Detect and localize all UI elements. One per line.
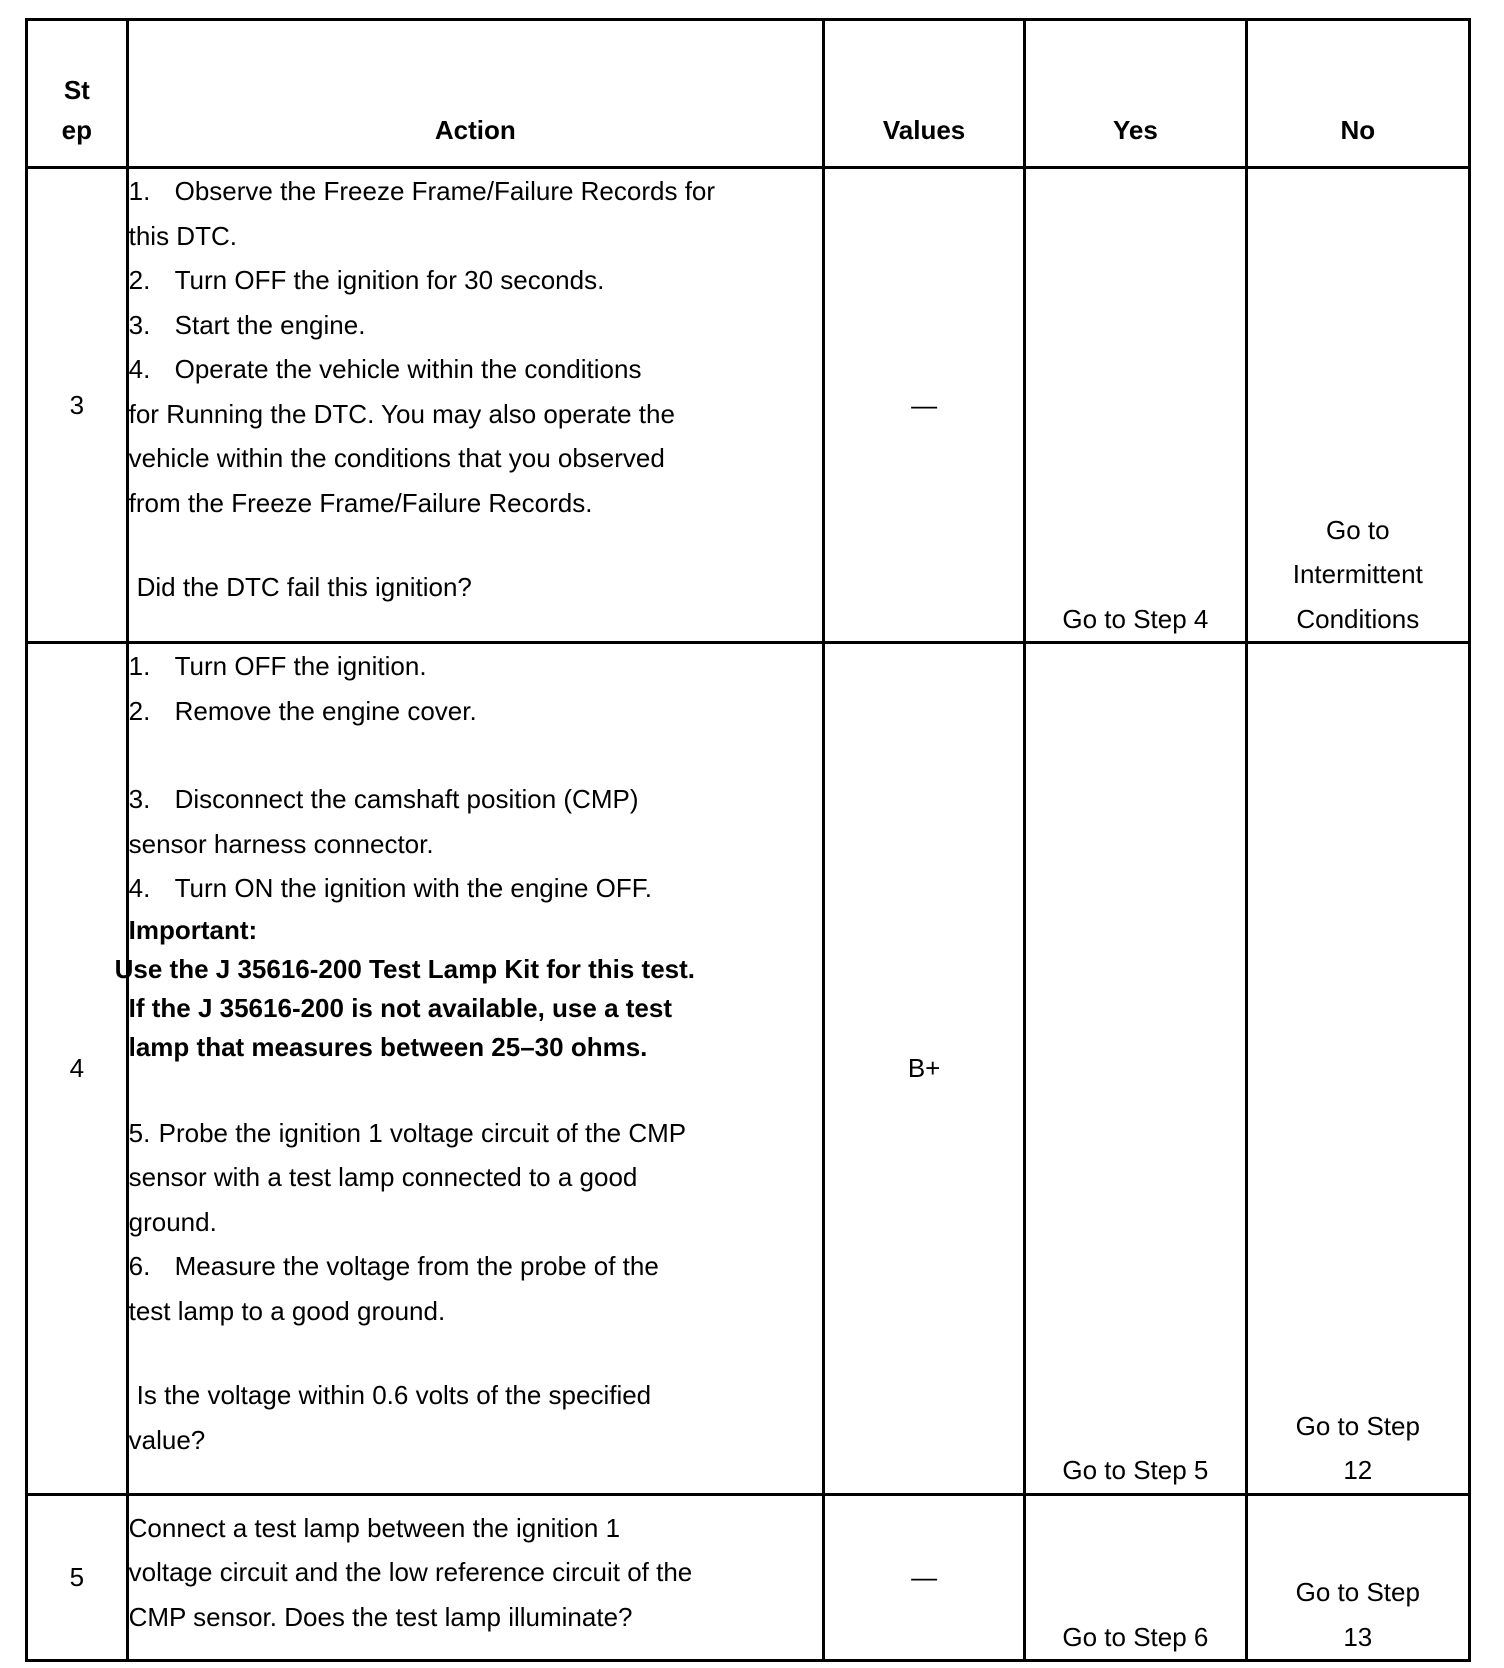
header-no: No xyxy=(1246,20,1469,168)
table-row xyxy=(27,168,1470,643)
no-cell: Go to Step 12 xyxy=(1246,643,1469,1495)
header-row xyxy=(27,20,1470,168)
step-number: 5 xyxy=(27,1494,128,1660)
important-note: Important: Use the J 35616-200 Test Lamp Kit for this test. If the J 35616-200 is not available, use a test lamp that measures between 25–30 ohms. xyxy=(114,914,696,1062)
table-row xyxy=(27,1494,1470,1660)
question-text: Did the DTC fail this ignition? xyxy=(136,572,472,603)
header-action: Action xyxy=(127,20,823,168)
step-number: 3 xyxy=(27,168,128,643)
yes-cell: Go to Step 4 xyxy=(1025,168,1246,643)
no-cell: Go to Step 13 xyxy=(1246,1494,1469,1660)
yes-cell: Go to Step 6 xyxy=(1025,1494,1246,1660)
values-cell: B+ xyxy=(823,643,1024,1495)
header-values: Values xyxy=(823,20,1024,168)
header-yes: Yes xyxy=(1025,20,1246,168)
yes-cell: Go to Step 5 xyxy=(1025,643,1246,1495)
diagnostic-table xyxy=(25,18,1471,1662)
action-cell: 1. Observe the Freeze Frame/Failure Records for this DTC. 2. Turn OFF the ignition for 30 seconds. 3. Start the engine. 4. Operate the vehicle within the conditions for Running the DTC. You may also operate the vehicle within the conditions that you observed from the Freeze Frame/Failure Records. Did the DTC fail this ignition? xyxy=(127,168,823,643)
values-cell: — xyxy=(823,168,1024,643)
header-step: St ep xyxy=(27,20,128,168)
action-cell: 1. Turn OFF the ignition. 2. Remove the engine cover. 3. Disconnect the camshaft position (CMP) sensor harness connector. 4. Turn ON the ignition with the engine OFF. Important: Use the J 35616-200 Test Lamp Kit for this test. If the J 35616-200 is not available, use a test lamp that measures between 25–30 ohms. 5. Probe the ignition 1 voltage circuit of the CMP sensor with a test lamp connected to a good ground. 6. Measure the voltage from the probe of the test lamp to a good ground. Is the voltage within 0.6 volts of the specified value? xyxy=(127,643,823,1495)
no-cell: Go to Intermittent Conditions xyxy=(1246,168,1469,643)
question-text: Is the voltage within 0.6 volts of the specified xyxy=(136,1380,652,1411)
values-cell: — xyxy=(823,1494,1024,1660)
step-number: 4 xyxy=(27,643,128,1495)
action-cell: Connect a test lamp between the ignition 1 voltage circuit and the low reference circuit of the CMP sensor. Does the test lamp illuminate? xyxy=(127,1494,823,1660)
table-row xyxy=(27,643,1470,1495)
